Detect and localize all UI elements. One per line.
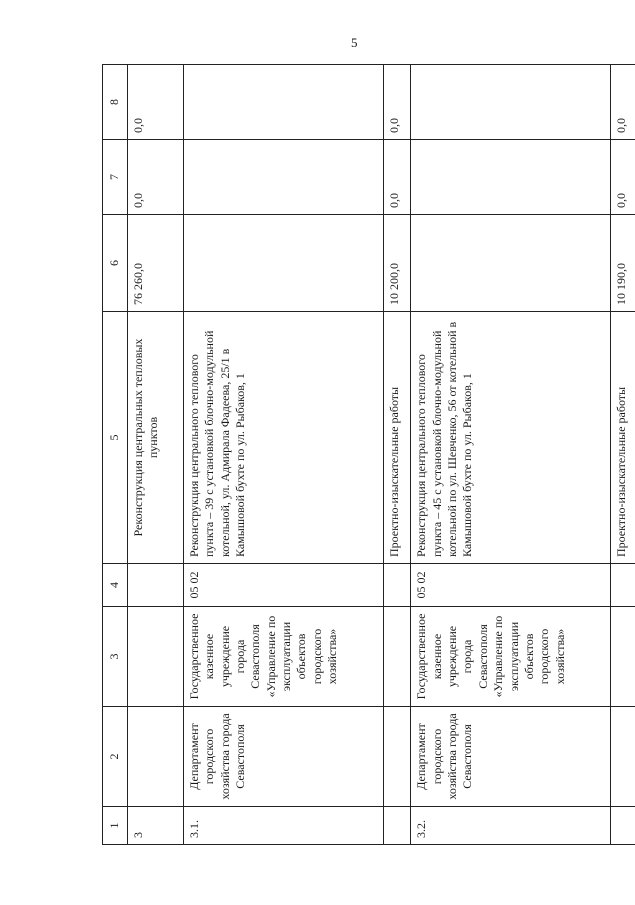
- subrow-amount-7: 0,0: [611, 140, 635, 215]
- column-number-row: [103, 65, 128, 845]
- section-amount-7: 0,0: [127, 140, 183, 215]
- page-number: 5: [351, 35, 358, 50]
- subrow-amount-7: 0,0: [383, 140, 411, 215]
- section-amount-6: 76 260,0: [127, 215, 183, 312]
- department-cell: Департамент городского хозяйства города Севастополя: [183, 707, 383, 807]
- empty-cell: [611, 707, 635, 807]
- col-number: 6: [103, 215, 128, 312]
- col-number: 3: [103, 607, 128, 707]
- empty-cell: [411, 215, 611, 312]
- empty-cell: [611, 564, 635, 607]
- subrow-amount-6: 10 190,0: [611, 215, 635, 312]
- organization-cell: Государственное казенное учреждение города Севастополя «Управление по эксплуатации объектов городского хозяйства»: [411, 607, 611, 707]
- empty-cell: [383, 564, 411, 607]
- col-number: 2: [103, 707, 128, 807]
- code-cell: 05 02: [411, 564, 611, 607]
- subrow-amount-8: 0,0: [611, 65, 635, 140]
- table-row: [183, 65, 383, 845]
- subrow-amount-8: 0,0: [383, 65, 411, 140]
- subrow-amount-6: 10 200,0: [383, 215, 411, 312]
- subrow-title: Проектно-изыскательные работы: [611, 312, 635, 564]
- empty-cell: [127, 607, 183, 707]
- empty-cell: [411, 140, 611, 215]
- empty-cell: [611, 807, 635, 845]
- row-number: 3.2.: [411, 807, 611, 845]
- section-number: 3: [127, 807, 183, 845]
- subrow-title: Проектно-изыскательные работы: [383, 312, 411, 564]
- empty-cell: [183, 215, 383, 312]
- rotated-table-container: [102, 65, 635, 845]
- section-amount-8: 0,0: [127, 65, 183, 140]
- col-number: 4: [103, 564, 128, 607]
- empty-cell: [127, 564, 183, 607]
- subrow: [383, 65, 411, 845]
- subrow: [611, 65, 635, 845]
- col-number: 7: [103, 140, 128, 215]
- code-cell: 05 02: [183, 564, 383, 607]
- col-number: 1: [103, 807, 128, 845]
- row-number: 3.1.: [183, 807, 383, 845]
- empty-cell: [383, 607, 411, 707]
- project-name: Реконструкция центрального теплового пункта – 45 с установкой блочно-модульной котельной по ул. Шевченко, 56 от котельной в Камышовой бухте по ул. Рыбаков, 1: [411, 312, 611, 564]
- empty-cell: [411, 65, 611, 140]
- empty-cell: [383, 807, 411, 845]
- empty-cell: [383, 707, 411, 807]
- col-number: 5: [103, 312, 128, 564]
- empty-cell: [127, 707, 183, 807]
- department-cell: Департамент городского хозяйства города Севастополя: [411, 707, 611, 807]
- section-row: [127, 65, 183, 845]
- col-number: 8: [103, 65, 128, 140]
- project-name: Реконструкция центрального теплового пункта – 39 с установкой блочно-модульной котельной, ул. Адмирала Фадеева, 25/1 в Камышовой бухте по ул. Рыбаков, 1: [183, 312, 383, 564]
- empty-cell: [183, 65, 383, 140]
- section-title: Реконструкция центральных тепловых пунктов: [127, 312, 183, 564]
- table-row: [411, 65, 611, 845]
- organization-cell: Государственное казенное учреждение города Севастополя «Управление по эксплуатации объектов городского хозяйства»: [183, 607, 383, 707]
- budget-table: [102, 64, 635, 845]
- empty-cell: [183, 140, 383, 215]
- empty-cell: [611, 607, 635, 707]
